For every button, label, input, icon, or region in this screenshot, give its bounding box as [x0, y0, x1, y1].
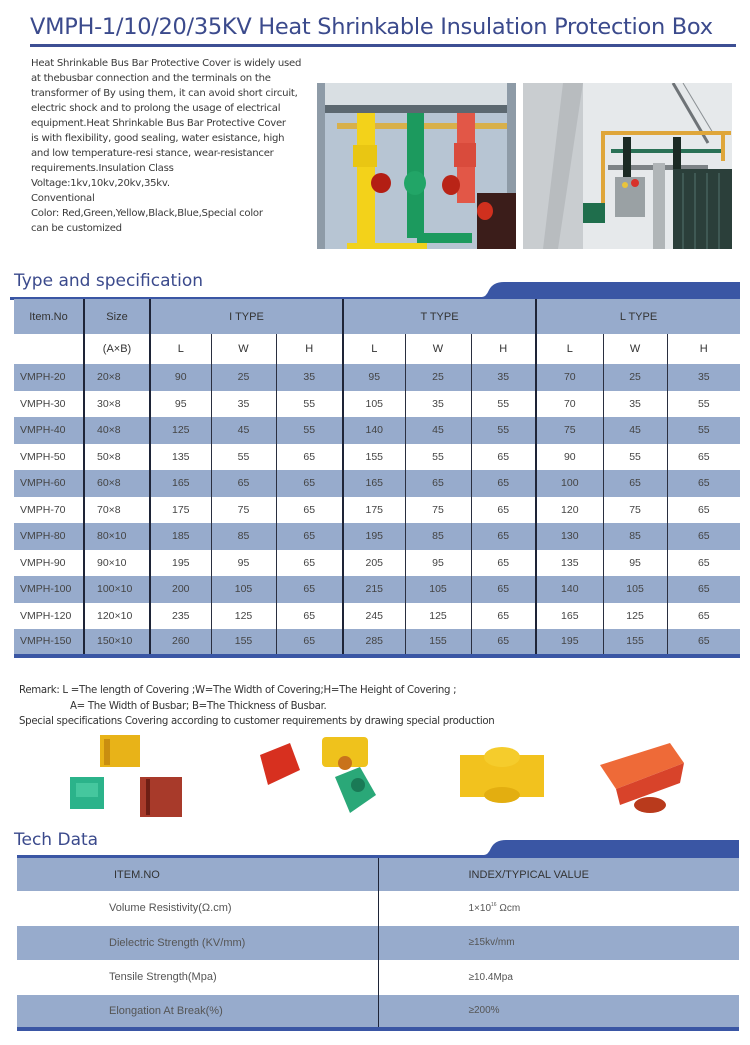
intro-line: requirements.Insulation Class [31, 163, 174, 174]
spec-t-h: 65 [471, 629, 536, 656]
spec-table-row [14, 576, 740, 603]
spec-t-w: 85 [405, 523, 471, 550]
spec-size: 30×8 [84, 391, 150, 418]
spec-table [14, 299, 740, 658]
intro-line: at thebusbar connection and the terminals on the [31, 73, 271, 84]
spec-size: 60×8 [84, 470, 150, 497]
spec-l-l: 120 [536, 497, 603, 524]
header-l-type: L TYPE [536, 299, 740, 334]
spec-l-h: 65 [667, 576, 740, 603]
spec-item-no: VMPH-30 [14, 391, 84, 418]
remark-block [19, 683, 494, 730]
spec-t-w: 155 [405, 629, 471, 656]
spec-i-h: 65 [276, 523, 343, 550]
spec-i-w: 25 [211, 364, 276, 391]
tech-row [17, 995, 739, 1030]
spec-section-title: Type and specification [14, 271, 204, 291]
spec-l-l: 135 [536, 550, 603, 577]
spec-l-w: 35 [603, 391, 667, 418]
subheader-t-h: H [471, 334, 536, 364]
spec-i-l: 165 [150, 470, 211, 497]
spec-t-l: 245 [343, 603, 405, 630]
subheader-l-l: L [536, 334, 603, 364]
header-i-type: I TYPE [150, 299, 343, 334]
spec-t-l: 140 [343, 417, 405, 444]
product-images [60, 735, 740, 825]
intro-line: equipment.Heat Shrinkable Bus Bar Protective Cover [31, 118, 286, 129]
tech-row [17, 960, 739, 995]
product-red-t-cover [600, 743, 684, 813]
spec-size: 150×10 [84, 629, 150, 656]
spec-l-l: 140 [536, 576, 603, 603]
spec-t-h: 65 [471, 523, 536, 550]
spec-t-w: 105 [405, 576, 471, 603]
spec-item-no: VMPH-50 [14, 444, 84, 471]
spec-subheader-row [14, 334, 740, 364]
title-underline [30, 44, 736, 47]
spec-t-w: 65 [405, 470, 471, 497]
photo-transformer-installation [523, 83, 732, 249]
subheader-i-l: L [150, 334, 211, 364]
spec-i-l: 125 [150, 417, 211, 444]
spec-table-row [14, 470, 740, 497]
spec-l-w: 45 [603, 417, 667, 444]
spec-l-w: 155 [603, 629, 667, 656]
tech-header-item: ITEM.NO [17, 858, 378, 891]
tech-value-unit: Ωcm [496, 903, 521, 915]
spec-t-l: 205 [343, 550, 405, 577]
tech-value: ≥200% [378, 995, 739, 1030]
intro-line: Voltage:1kv,10kv,20kv,35kv. [31, 178, 170, 189]
spec-i-l: 185 [150, 523, 211, 550]
spec-t-l: 175 [343, 497, 405, 524]
spec-l-l: 70 [536, 364, 603, 391]
page-title: VMPH-1/10/20/35KV Heat Shrinkable Insulation Protection Box [30, 14, 713, 40]
spec-t-w: 55 [405, 444, 471, 471]
intro-description [31, 56, 321, 236]
spec-i-l: 90 [150, 364, 211, 391]
spec-l-w: 75 [603, 497, 667, 524]
spec-i-w: 155 [211, 629, 276, 656]
spec-i-h: 65 [276, 444, 343, 471]
spec-t-l: 195 [343, 523, 405, 550]
spec-t-h: 35 [471, 364, 536, 391]
spec-l-h: 65 [667, 629, 740, 656]
spec-l-w: 65 [603, 470, 667, 497]
subheader-empty [14, 334, 84, 364]
tech-value: ≥10.4Mpa [378, 960, 739, 995]
spec-l-w: 55 [603, 444, 667, 471]
spec-size: 100×10 [84, 576, 150, 603]
spec-table-row [14, 523, 740, 550]
spec-size: 80×10 [84, 523, 150, 550]
spec-header-row [14, 299, 740, 334]
spec-i-l: 200 [150, 576, 211, 603]
spec-l-h: 65 [667, 523, 740, 550]
spec-l-w: 125 [603, 603, 667, 630]
remark-line-3: Special specifications Covering according to customer requirements by drawing special production [19, 716, 495, 727]
intro-line: Conventional [31, 193, 95, 204]
spec-item-no: VMPH-20 [14, 364, 84, 391]
spec-i-w: 65 [211, 470, 276, 497]
intro-line: electric shock and to prolong the usage of electrical [31, 103, 281, 114]
spec-i-w: 45 [211, 417, 276, 444]
spec-i-h: 55 [276, 391, 343, 418]
spec-i-w: 75 [211, 497, 276, 524]
spec-i-h: 65 [276, 550, 343, 577]
tech-header-value: INDEX/TYPICAL VALUE [378, 858, 739, 891]
spec-i-w: 85 [211, 523, 276, 550]
spec-t-l: 215 [343, 576, 405, 603]
spec-i-w: 55 [211, 444, 276, 471]
subheader-l-w: W [603, 334, 667, 364]
spec-table-row [14, 629, 740, 656]
spec-l-h: 65 [667, 603, 740, 630]
spec-size: 20×8 [84, 364, 150, 391]
tech-item: Dielectric Strength (KV/mm) [17, 926, 378, 961]
tech-row [17, 891, 739, 926]
spec-i-l: 235 [150, 603, 211, 630]
spec-l-h: 65 [667, 497, 740, 524]
spec-i-w: 105 [211, 576, 276, 603]
header-item-no: Item.No [14, 299, 84, 334]
spec-item-no: VMPH-60 [14, 470, 84, 497]
tech-section-title: Tech Data [14, 830, 99, 850]
intro-line: transformer of By using them, it can avoid short circuit, [31, 88, 298, 99]
spec-t-l: 155 [343, 444, 405, 471]
spec-t-w: 45 [405, 417, 471, 444]
tech-value: ≥15kv/mm [378, 926, 739, 961]
intro-line: Heat Shrinkable Bus Bar Protective Cover is widely used [31, 58, 302, 69]
header-size: Size [84, 299, 150, 334]
spec-l-w: 105 [603, 576, 667, 603]
spec-l-h: 65 [667, 470, 740, 497]
spec-table-row [14, 417, 740, 444]
spec-i-h: 65 [276, 497, 343, 524]
spec-item-no: VMPH-70 [14, 497, 84, 524]
spec-l-h: 65 [667, 550, 740, 577]
spec-t-h: 55 [471, 417, 536, 444]
product-t-type-covers [260, 737, 376, 813]
spec-table-row [14, 603, 740, 630]
remark-line-2: A= The Width of Busbar; B=The Thickness of Busbar. [70, 700, 327, 712]
spec-size: 50×8 [84, 444, 150, 471]
spec-size: 120×10 [84, 603, 150, 630]
spec-item-no: VMPH-150 [14, 629, 84, 656]
subheader-l-h: H [667, 334, 740, 364]
spec-l-w: 95 [603, 550, 667, 577]
spec-size: 40×8 [84, 417, 150, 444]
spec-i-l: 95 [150, 391, 211, 418]
spec-i-w: 125 [211, 603, 276, 630]
spec-l-h: 55 [667, 417, 740, 444]
tech-value [378, 891, 739, 926]
spec-item-no: VMPH-80 [14, 523, 84, 550]
spec-i-w: 95 [211, 550, 276, 577]
spec-t-h: 65 [471, 470, 536, 497]
tech-section-banner [10, 838, 740, 858]
spec-t-w: 35 [405, 391, 471, 418]
subheader-i-h: H [276, 334, 343, 364]
spec-table-body [14, 364, 740, 656]
spec-l-h: 55 [667, 391, 740, 418]
spec-t-w: 95 [405, 550, 471, 577]
spec-i-l: 195 [150, 550, 211, 577]
spec-i-h: 55 [276, 417, 343, 444]
spec-l-l: 165 [536, 603, 603, 630]
spec-l-l: 100 [536, 470, 603, 497]
spec-i-l: 135 [150, 444, 211, 471]
photo-busbar-covers [317, 83, 516, 249]
subheader-t-w: W [405, 334, 471, 364]
header-t-type: T TYPE [343, 299, 536, 334]
spec-t-l: 105 [343, 391, 405, 418]
tech-row [17, 926, 739, 961]
spec-t-l: 165 [343, 470, 405, 497]
spec-i-h: 65 [276, 470, 343, 497]
spec-t-h: 65 [471, 603, 536, 630]
spec-table-row [14, 444, 740, 471]
spec-t-h: 65 [471, 444, 536, 471]
tech-header-row [17, 858, 739, 891]
tech-value-base: 1×10 [468, 903, 492, 915]
spec-section-banner [10, 280, 740, 300]
spec-t-l: 285 [343, 629, 405, 656]
spec-l-l: 75 [536, 417, 603, 444]
product-i-type-covers [70, 735, 182, 817]
spec-table-row [14, 364, 740, 391]
spec-t-h: 55 [471, 391, 536, 418]
spec-i-h: 65 [276, 603, 343, 630]
spec-i-l: 175 [150, 497, 211, 524]
subheader-size: (A×B) [84, 334, 150, 364]
spec-l-l: 195 [536, 629, 603, 656]
spec-t-h: 65 [471, 576, 536, 603]
spec-l-w: 25 [603, 364, 667, 391]
spec-item-no: VMPH-90 [14, 550, 84, 577]
spec-l-w: 85 [603, 523, 667, 550]
spec-t-l: 95 [343, 364, 405, 391]
spec-l-h: 35 [667, 364, 740, 391]
spec-table-row [14, 497, 740, 524]
tech-value-exponent: 16 [491, 902, 497, 909]
tech-table [17, 858, 739, 1031]
product-yellow-cross-cover [460, 747, 544, 803]
intro-line: can be customized [31, 223, 122, 234]
spec-t-w: 25 [405, 364, 471, 391]
spec-t-w: 125 [405, 603, 471, 630]
tech-item: Elongation At Break(%) [17, 995, 378, 1030]
spec-t-h: 65 [471, 497, 536, 524]
spec-table-row [14, 391, 740, 418]
intro-line: and low temperature-resi stance, wear-resistancer [31, 148, 274, 159]
spec-l-l: 130 [536, 523, 603, 550]
intro-line: is with flexibility, good sealing, water esistance, high [31, 133, 285, 144]
spec-i-h: 65 [276, 576, 343, 603]
spec-item-no: VMPH-120 [14, 603, 84, 630]
tech-item: Volume Resistivity(Ω.cm) [17, 891, 378, 926]
spec-table-row [14, 550, 740, 577]
intro-line: Color: Red,Green,Yellow,Black,Blue,Special color [31, 208, 263, 219]
spec-size: 90×10 [84, 550, 150, 577]
spec-item-no: VMPH-100 [14, 576, 84, 603]
spec-t-h: 65 [471, 550, 536, 577]
spec-i-h: 35 [276, 364, 343, 391]
spec-i-h: 65 [276, 629, 343, 656]
spec-t-w: 75 [405, 497, 471, 524]
spec-l-l: 70 [536, 391, 603, 418]
spec-item-no: VMPH-40 [14, 417, 84, 444]
spec-i-l: 260 [150, 629, 211, 656]
subheader-i-w: W [211, 334, 276, 364]
spec-l-l: 90 [536, 444, 603, 471]
subheader-t-l: L [343, 334, 405, 364]
spec-size: 70×8 [84, 497, 150, 524]
spec-l-h: 65 [667, 444, 740, 471]
spec-i-w: 35 [211, 391, 276, 418]
remark-line-1: Remark: L =The length of Covering ;W=The Width of Covering;H=The Height of Covering ; [19, 685, 457, 696]
tech-item: Tensile Strength(Mpa) [17, 960, 378, 995]
